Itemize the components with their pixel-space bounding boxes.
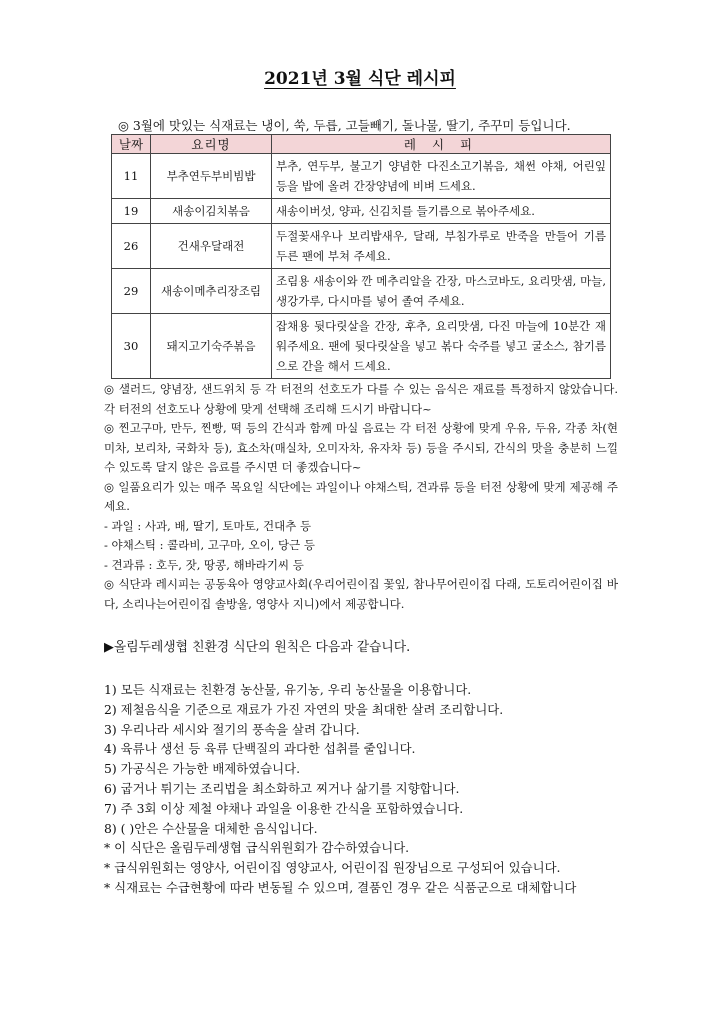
principle-note: * 이 식단은 올림두레생협 급식위원회가 감수하였습니다. (104, 840, 410, 856)
table-row (112, 154, 611, 199)
row-date: 26 (112, 224, 151, 269)
principle-item: 8) ( )안은 수산물을 대체한 음식입니다. (104, 820, 318, 836)
table-row (112, 224, 611, 269)
row-date: 11 (112, 154, 151, 199)
principle-item: 3) 우리나라 세시와 절기의 풍속을 살려 갑니다. (104, 721, 360, 737)
note-paragraph: ◎ 샐러드, 양념장, 샌드위치 등 각 터전의 선호도가 다를 수 있는 음식은 재료를 특정하지 않았습니다. 각 터전의 선호도나 상황에 맞게 선택해 조리해 드시기 바랍니다~ (104, 382, 618, 416)
principles-heading: ▶올림두레생협 친환경 식단의 원칙은 다음과 같습니다. (104, 640, 411, 655)
row-dish: 부추연두부비빔밥 (151, 154, 272, 199)
row-dish: 새송이김치볶음 (151, 199, 272, 224)
principles-list (104, 680, 620, 898)
row-recipe: 두절꽃새우나 보리밥새우, 달래, 부침가루로 반죽을 만들어 기름 두른 팬에 부쳐 주세요. (272, 224, 611, 269)
principle-note: * 급식위원회는 영양사, 어린이집 영양교사, 어린이집 원장님으로 구성되어 있습니다. (104, 860, 561, 876)
principle-item: 5) 가공식은 가능한 배제하였습니다. (104, 761, 301, 777)
note-paragraph: ◎ 찐고구마, 만두, 찐빵, 떡 등의 간식과 함께 마실 음료는 각 터전 상황에 맞게 우유, 두유, 각종 차(현미차, 보리차, 국화차 등), 효소차(매실차, 오미자차, 유자차 등) 등을 주시되, 간식의 맛을 충분히 느낄 수 있도록 달지 않은 음료를 주시면 더 좋겠습니다~ (104, 421, 618, 474)
row-recipe: 새송이버섯, 양파, 신김치를 들기름으로 볶아주세요. (272, 199, 611, 224)
note-paragraph: ◎ 식단과 레시피는 공동육아 영양교사회(우리어린이집 꽃잎, 참나무어린이집 다래, 도토리어린이집 바다, 소리나는어린이집 솔방울, 영양사 지니)에서 제공합니다. (104, 577, 618, 611)
principle-item: 7) 주 3회 이상 제철 야채나 과일을 이용한 간식을 포함하였습니다. (104, 800, 464, 816)
principle-item: 2) 제철음식을 기준으로 재료가 가진 자연의 맛을 최대한 살려 조리합니다. (104, 701, 504, 717)
row-date: 30 (112, 314, 151, 379)
header-dish: 요리명 (151, 135, 272, 154)
notes-section (104, 380, 618, 614)
seasonal-ingredients-note: ◎ 3월에 맛있는 식재료는 냉이, 쑥, 두릅, 고들빼기, 돌나물, 딸기, 주꾸미 등입니다. (118, 118, 571, 133)
row-dish: 건새우달래전 (151, 224, 272, 269)
recipe-table (111, 134, 611, 379)
row-recipe: 조림용 새송이와 깐 메추리알을 간장, 마스코바도, 요리맛샘, 마늘, 생강가루, 다시마를 넣어 졸여 주세요. (272, 269, 611, 314)
row-dish: 돼지고기숙주볶음 (151, 314, 272, 379)
principle-item: 4) 육류나 생선 등 육류 단백질의 과다한 섭취를 줄입니다. (104, 741, 416, 757)
document-title: 2021년 3월 식단 레시피 (264, 69, 456, 89)
row-recipe: 잡채용 뒷다릿살을 간장, 후추, 요리맛샘, 다진 마늘에 10분간 재워주세요. 팬에 뒷다릿살을 넣고 볶다 숙주를 넣고 굴소스, 참기름으로 간을 해서 드세요. (272, 314, 611, 379)
note-list-item: - 과일 : 사과, 배, 딸기, 토마토, 건대추 등 (104, 518, 312, 533)
header-date: 날짜 (112, 135, 151, 154)
header-recipe: 레 시 피 (272, 135, 611, 154)
note-list-item: - 견과류 : 호두, 잣, 땅콩, 해바라기씨 등 (104, 557, 304, 572)
table-header-row (112, 135, 611, 154)
principle-item: 1) 모든 식재료는 친환경 농산물, 유기농, 우리 농산물을 이용합니다. (104, 682, 472, 697)
row-date: 29 (112, 269, 151, 314)
principle-item: 6) 굽거나 튀기는 조리법을 최소화하고 찌거나 삶기를 지향합니다. (104, 780, 460, 796)
row-date: 19 (112, 199, 151, 224)
row-recipe: 부추, 연두부, 불고기 양념한 다진소고기볶음, 채썬 야채, 어린잎 등을 밥에 올려 간장양념에 비벼 드세요. (272, 154, 611, 199)
table-row (112, 199, 611, 224)
note-paragraph: ◎ 일품요리가 있는 매주 목요일 식단에는 과일이나 야채스틱, 견과류 등을 터전 상황에 맞게 제공해 주세요. (104, 479, 618, 513)
row-dish: 새송이메추리장조림 (151, 269, 272, 314)
principle-note: * 식재료는 수급현황에 따라 변동될 수 있으며, 결품인 경우 같은 식품군으로 대체합니다 (104, 879, 577, 895)
table-row (112, 314, 611, 379)
table-row (112, 269, 611, 314)
note-list-item: - 야채스틱 : 콜라비, 고구마, 오이, 당근 등 (104, 538, 315, 552)
